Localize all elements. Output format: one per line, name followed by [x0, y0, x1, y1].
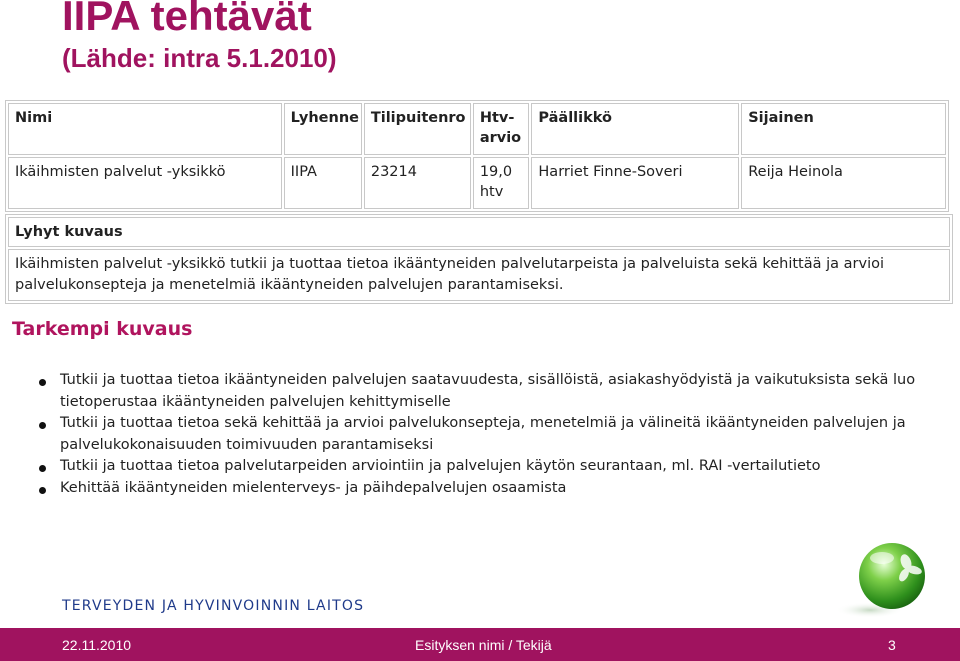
- list-item-text: Tutkii ja tuottaa tietoa sekä kehittää ja arvioi palvelukonsepteja, menetelmiä ja välineitä ikääntyneiden palvelujen ja palvelukokonaisuuden toimivuuden parantamiseksi: [60, 415, 906, 453]
- cell-manager: Harriet Finne-Soveri: [531, 157, 739, 209]
- header-manager: Päällikkö: [531, 103, 739, 155]
- footer-presentation-author: Esityksen nimi / Tekijä: [415, 637, 552, 653]
- short-description-box: [5, 214, 953, 304]
- header-account-number: Tilipuitenro: [364, 103, 471, 155]
- footer-date: 22.11.2010: [62, 637, 132, 653]
- cell-htv-estimate: [473, 157, 530, 209]
- table-row: [8, 157, 946, 209]
- list-item: [12, 478, 947, 500]
- list-item: [12, 456, 947, 478]
- header-abbreviation: Lyhenne: [284, 103, 362, 155]
- cell-htv-unit: htv: [479, 184, 504, 200]
- detailed-description-heading: Tarkempi kuvaus: [12, 318, 193, 340]
- cell-htv-value: 19,0: [479, 164, 513, 180]
- slide-title: IIPA tehtävät: [62, 0, 312, 39]
- header-htv-line1: Htv-: [479, 110, 515, 126]
- intranet-screenshot: [5, 100, 951, 304]
- bullet-icon: [39, 487, 46, 494]
- cell-abbreviation: IIPA: [284, 157, 362, 209]
- short-description-text: Ikäihmisten palvelut -yksikkö tutkii ja tuottaa tietoa ikääntyneiden palvelutarpeista ja palveluista sekä kehittää ja arvioi palvelukonsepteja ja menetelmiä ikääntyneiden palvelujen parantamiseksi.: [8, 249, 950, 301]
- list-item: [12, 370, 947, 413]
- header-htv-line2: arvio: [479, 130, 522, 146]
- list-item: [12, 413, 947, 456]
- slide-subtitle: (Lähde: intra 5.1.2010): [62, 43, 337, 73]
- table-header-row: [8, 103, 946, 155]
- list-item-text: Tutkii ja tuottaa tietoa ikääntyneiden palvelujen saatavuudesta, sisällöistä, asiakashyödyistä ja vaikutuksista sekä luo tietoperustaa ikääntyneiden palvelujen kehittymiselle: [60, 372, 916, 410]
- footer-page-number: 3: [888, 637, 896, 653]
- slide-footer: [0, 628, 960, 661]
- cell-deputy: Reija Heinola: [741, 157, 946, 209]
- organization-name: TERVEYDEN JA HYVINVOINNIN LAITOS: [62, 598, 365, 614]
- detailed-description-list: [12, 370, 947, 500]
- header-htv-estimate: [473, 103, 530, 155]
- bullet-icon: [39, 422, 46, 429]
- unit-info-table: [5, 100, 949, 212]
- cell-name: Ikäihmisten palvelut -yksikkö: [8, 157, 282, 209]
- list-item-text: Tutkii ja tuottaa tietoa palvelutarpeiden arviointiin ja palvelujen käytön seurantaan, ml. RAI -vertailutieto: [60, 458, 821, 475]
- short-description-heading: Lyhyt kuvaus: [8, 217, 950, 247]
- list-item-text: Kehittää ikääntyneiden mielenterveys- ja päihdepalvelujen osaamista: [60, 479, 567, 496]
- header-deputy: Sijainen: [741, 103, 946, 155]
- header-name: Nimi: [8, 103, 282, 155]
- bullet-icon: [39, 379, 46, 386]
- bullet-icon: [39, 465, 46, 472]
- green-sphere-logo-icon: [834, 540, 930, 620]
- cell-account-number: 23214: [364, 157, 471, 209]
